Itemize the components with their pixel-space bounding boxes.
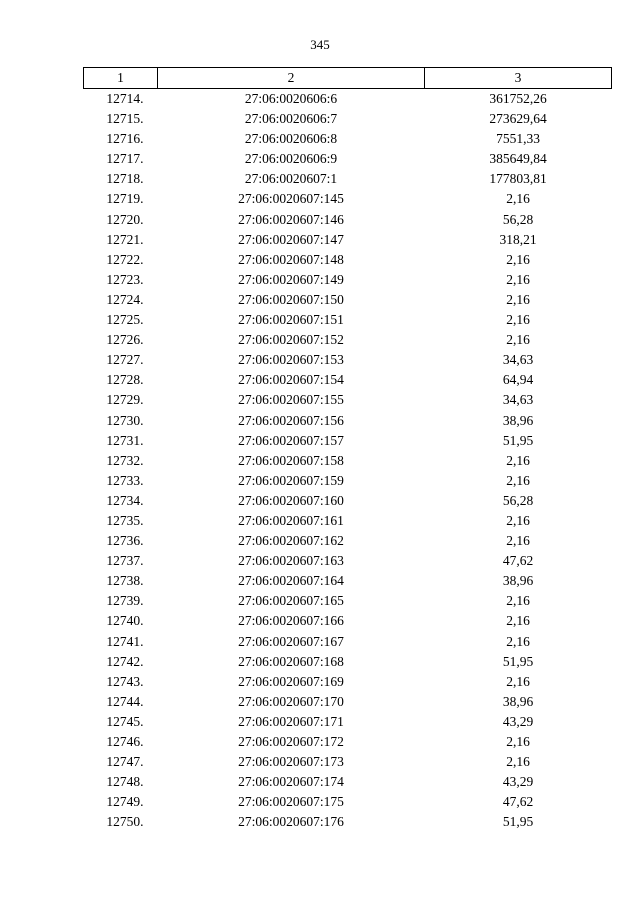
row-number-cell: 12750. xyxy=(106,814,144,830)
cadastral-number-cell: 27:06:0020607:159 xyxy=(238,472,344,488)
table-row xyxy=(84,109,612,129)
page-number: 345 xyxy=(310,37,330,52)
cadastral-number-cell: 27:06:0020607:174 xyxy=(238,774,344,790)
value-cell: 38,96 xyxy=(502,412,534,428)
value-cell: 2,16 xyxy=(506,633,530,649)
value-cell: 2,16 xyxy=(506,512,530,528)
cadastral-number-cell: 27:06:0020607:167 xyxy=(238,633,344,649)
cadastral-number-cell: 27:06:0020607:148 xyxy=(238,251,344,267)
value-cell: 47,62 xyxy=(502,553,534,569)
row-number-cell: 12736. xyxy=(106,533,144,549)
row-number-cell: 12731. xyxy=(106,432,144,448)
row-number-cell: 12721. xyxy=(106,231,144,247)
table-row xyxy=(84,89,612,110)
table-header xyxy=(84,68,612,89)
row-number-cell: 12723. xyxy=(106,271,144,287)
table-row xyxy=(84,792,612,812)
cadastral-number-cell: 27:06:0020607:1 xyxy=(244,171,338,187)
value-cell: 64,94 xyxy=(502,372,534,388)
table-row xyxy=(84,652,612,672)
table-row xyxy=(84,390,612,410)
table-row xyxy=(84,330,612,350)
cadastral-number-cell: 27:06:0020607:156 xyxy=(238,412,344,428)
value-cell: 56,28 xyxy=(502,211,534,227)
table-row xyxy=(84,451,612,471)
table-row xyxy=(84,350,612,370)
table-row xyxy=(84,471,612,491)
row-number-cell: 12745. xyxy=(106,713,144,729)
cadastral-number-cell: 27:06:0020607:166 xyxy=(238,613,344,629)
table-row xyxy=(84,310,612,330)
cadastral-number-cell: 27:06:0020606:6 xyxy=(244,91,338,106)
cadastral-number-cell: 27:06:0020607:162 xyxy=(238,533,344,549)
cadastral-number-cell: 27:06:0020607:172 xyxy=(238,734,344,749)
cadastral-number-cell: 27:06:0020607:145 xyxy=(238,191,344,207)
row-number-cell: 12738. xyxy=(106,573,144,589)
value-cell: 2,16 xyxy=(506,291,530,307)
table-row xyxy=(84,531,612,551)
value-cell: 51,95 xyxy=(502,653,534,669)
value-cell: 34,63 xyxy=(502,392,534,408)
cadastral-number-cell: 27:06:0020607:164 xyxy=(238,573,344,589)
row-number-cell: 12716. xyxy=(106,131,144,147)
table-row xyxy=(84,591,612,611)
cadastral-number-cell: 27:06:0020607:147 xyxy=(238,231,344,247)
row-number-cell: 12734. xyxy=(106,492,144,508)
row-number-cell: 12730. xyxy=(106,412,144,428)
value-cell: 51,95 xyxy=(502,432,534,448)
cadastral-number-cell: 27:06:0020607:157 xyxy=(238,432,344,448)
row-number-cell: 12719. xyxy=(106,191,144,207)
column-header-2: 2 xyxy=(158,68,425,89)
value-cell: 7551,33 xyxy=(496,131,540,147)
table-row xyxy=(84,270,612,290)
value-cell: 2,16 xyxy=(506,673,530,689)
cadastral-number-cell: 27:06:0020607:154 xyxy=(238,372,344,388)
table-row xyxy=(84,692,612,712)
value-cell: 38,96 xyxy=(502,573,534,589)
table-row xyxy=(84,772,612,792)
cadastral-number-cell: 27:06:0020607:160 xyxy=(238,492,344,508)
value-cell: 2,16 xyxy=(506,754,530,770)
cadastral-number-cell: 27:06:0020607:163 xyxy=(238,553,344,569)
cadastral-number-cell: 27:06:0020607:171 xyxy=(238,713,344,729)
table-row xyxy=(84,149,612,169)
row-number-cell: 12729. xyxy=(106,392,144,408)
table-row xyxy=(84,411,612,431)
table-row xyxy=(84,189,612,209)
value-cell: 43,29 xyxy=(502,713,534,729)
table-row xyxy=(84,752,612,772)
row-number-cell: 12741. xyxy=(106,633,144,649)
row-number-cell: 12722. xyxy=(106,251,144,267)
value-cell: 38,96 xyxy=(502,693,534,709)
value-cell: 2,16 xyxy=(506,613,530,629)
value-cell: 51,95 xyxy=(502,814,534,830)
row-number-cell: 12725. xyxy=(106,312,144,328)
row-number-cell: 12718. xyxy=(106,171,144,187)
table-row xyxy=(84,431,612,451)
value-cell: 2,16 xyxy=(506,593,530,609)
table-row xyxy=(84,169,612,189)
cadastral-number-cell: 27:06:0020607:158 xyxy=(238,452,344,468)
value-cell: 2,16 xyxy=(506,251,530,267)
table-row xyxy=(84,250,612,270)
table-row xyxy=(84,672,612,692)
cadastral-number-cell: 27:06:0020607:168 xyxy=(238,653,344,669)
table-body xyxy=(84,89,612,833)
cadastral-number-cell: 27:06:0020607:165 xyxy=(238,593,344,609)
cadastral-number-cell: 27:06:0020607:176 xyxy=(238,814,344,830)
row-number-cell: 12717. xyxy=(106,151,144,167)
table-row xyxy=(84,712,612,732)
column-header-1: 1 xyxy=(84,68,158,89)
row-number-cell: 12732. xyxy=(106,452,144,468)
row-number-cell: 12739. xyxy=(106,593,144,609)
row-number-cell: 12727. xyxy=(106,352,144,368)
cadastral-number-cell: 27:06:0020607:146 xyxy=(238,211,344,227)
cadastral-number-cell: 27:06:0020607:173 xyxy=(238,754,344,770)
cadastral-number-cell: 27:06:0020606:7 xyxy=(244,111,338,127)
row-number-cell: 12724. xyxy=(106,291,144,307)
row-number-cell: 12715. xyxy=(106,111,144,127)
row-number-cell: 12726. xyxy=(106,332,144,348)
value-cell: 2,16 xyxy=(506,452,530,468)
value-cell: 2,16 xyxy=(506,533,530,549)
table-row xyxy=(84,611,612,631)
value-cell: 2,16 xyxy=(506,734,530,749)
table-row xyxy=(84,551,612,571)
table-row xyxy=(84,210,612,230)
value-cell: 43,29 xyxy=(502,774,534,790)
table-row xyxy=(84,491,612,511)
cadastral-number-cell: 27:06:0020607:169 xyxy=(238,673,344,689)
cadastral-number-cell: 27:06:0020607:150 xyxy=(238,291,344,307)
cadastral-number-cell: 27:06:0020607:170 xyxy=(238,693,344,709)
cadastral-number-cell: 27:06:0020607:175 xyxy=(238,794,344,810)
row-number-cell: 12735. xyxy=(106,512,144,528)
header-row xyxy=(84,68,612,89)
table-row xyxy=(84,571,612,591)
table-row xyxy=(84,230,612,250)
table-row xyxy=(84,370,612,390)
table-row xyxy=(84,511,612,531)
cadastral-number-cell: 27:06:0020607:155 xyxy=(238,392,344,408)
value-cell: 2,16 xyxy=(506,271,530,287)
value-cell: 318,21 xyxy=(499,231,537,247)
value-cell: 385649,84 xyxy=(489,151,547,167)
table-row xyxy=(84,632,612,652)
value-cell: 47,62 xyxy=(502,794,534,810)
row-number-cell: 12748. xyxy=(106,774,144,790)
cadastral-table xyxy=(83,67,612,832)
row-number-cell: 12747. xyxy=(106,754,144,770)
column-header-3: 3 xyxy=(425,68,612,89)
value-cell: 273629,64 xyxy=(489,111,547,127)
row-number-cell: 12728. xyxy=(106,372,144,388)
value-cell: 2,16 xyxy=(506,191,530,207)
row-number-cell: 12740. xyxy=(106,613,144,629)
value-cell: 2,16 xyxy=(506,312,530,328)
value-cell: 56,28 xyxy=(502,492,534,508)
cadastral-number-cell: 27:06:0020607:153 xyxy=(238,352,344,368)
cadastral-number-cell: 27:06:0020606:8 xyxy=(244,131,338,147)
value-cell: 177803,81 xyxy=(489,171,547,187)
table-row xyxy=(84,732,612,752)
row-number-cell: 12714. xyxy=(106,91,144,106)
row-number-cell: 12733. xyxy=(106,472,144,488)
cadastral-number-cell: 27:06:0020607:152 xyxy=(238,332,344,348)
table-row xyxy=(84,290,612,310)
row-number-cell: 12720. xyxy=(106,211,144,227)
row-number-cell: 12749. xyxy=(106,794,144,810)
table-row xyxy=(84,812,612,832)
row-number-cell: 12743. xyxy=(106,673,144,689)
value-cell: 2,16 xyxy=(506,332,530,348)
value-cell: 2,16 xyxy=(506,472,530,488)
row-number-cell: 12746. xyxy=(106,734,144,749)
row-number-cell: 12737. xyxy=(106,553,144,569)
cadastral-number-cell: 27:06:0020606:9 xyxy=(244,151,338,167)
cadastral-number-cell: 27:06:0020607:161 xyxy=(238,512,344,528)
cadastral-number-cell: 27:06:0020607:149 xyxy=(238,271,344,287)
value-cell: 361752,26 xyxy=(489,91,547,106)
value-cell: 34,63 xyxy=(502,352,534,368)
cadastral-number-cell: 27:06:0020607:151 xyxy=(238,312,344,328)
row-number-cell: 12744. xyxy=(106,693,144,709)
row-number-cell: 12742. xyxy=(106,653,144,669)
table-row xyxy=(84,129,612,149)
